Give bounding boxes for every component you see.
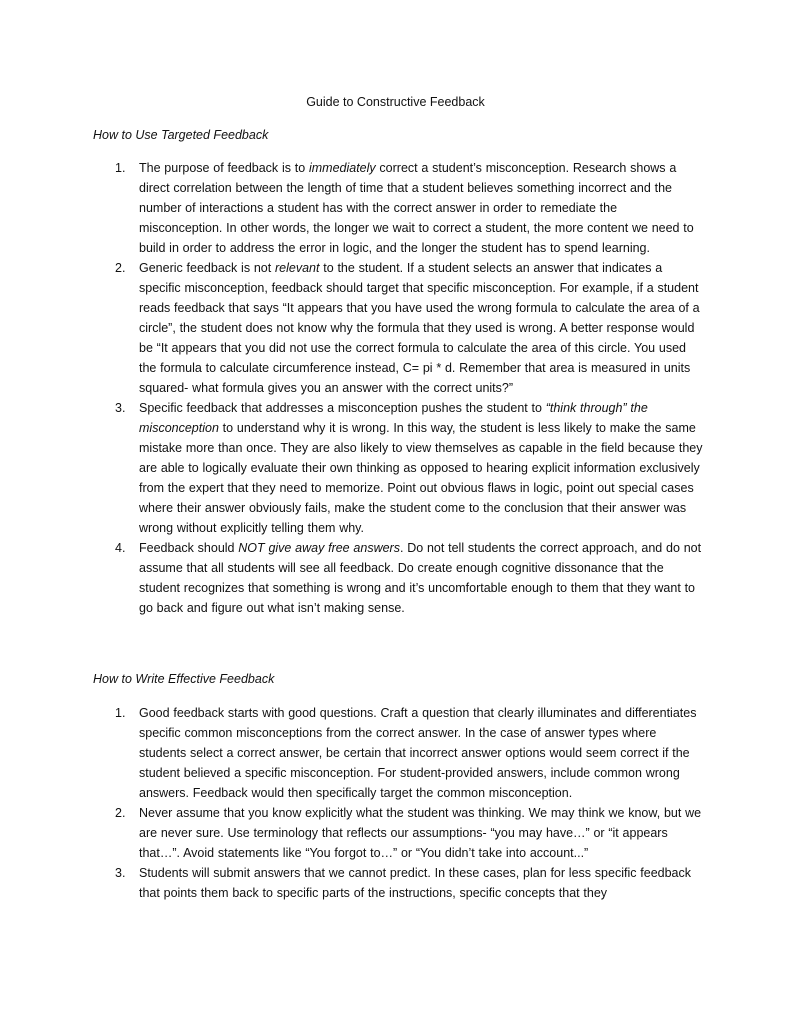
list-item-number: 1. bbox=[115, 161, 126, 175]
item-text: to the student. If a student selects an answer that indicates a specific misconception, feedback should target that specific misconception. For example, if a student reads feedback that says “It appears that you have used the wrong formula to calculate the area of a circle”, the student does not know why the formula that they used is wrong. A better response would be “It appears that you did not use the correct formula to calculate the area of this circle. You used the formula to calculate circumference instead, C= pi * d. Remember that area is measured in units squared- what formula gives you an answer with the correct units?” bbox=[139, 261, 700, 395]
emphasis-text: immediately bbox=[308, 161, 376, 175]
item-text: Generic feedback is not bbox=[139, 261, 275, 275]
list-item-number: 2. bbox=[115, 261, 126, 275]
section-heading-targeted-feedback: How to Use Targeted Feedback bbox=[93, 128, 269, 142]
list-item bbox=[93, 803, 703, 863]
item-text: Never assume that you know explicitly what the student was thinking. We may think we know, but we are never sure. Use terminology that reflects our assumptions- “you may have…” or “it appears that…”. Avoid statements like “You forgot to…” or “You didn’t take into account...” bbox=[139, 806, 702, 860]
effective-feedback-list bbox=[93, 703, 703, 903]
item-text: . Do not tell students the correct approach, and do not assume that all students will see all feedback. Do create enough cognitive dissonance that the student recognizes that something is wrong and it’s uncomfortable enough to them that they want to go back and figure out what isn’t making sense. bbox=[139, 541, 702, 615]
emphasis-text: “think through” the misconception bbox=[139, 401, 648, 435]
emphasis-text: NOT give away free answers bbox=[238, 541, 400, 555]
item-text: Good feedback starts with good questions. Craft a question that clearly illuminates and differentiates specific common misconceptions from the correct answer. In the case of answer types where students select a correct answer, be certain that incorrect answer options would seem correct if the student believed a specific misconception. For student-provided answers, include common wrong answers. Feedback would then specifically target the common misconception. bbox=[139, 706, 697, 800]
targeted-feedback-list bbox=[93, 158, 703, 618]
list-item-number: 3. bbox=[115, 401, 126, 415]
item-text: Specific feedback that addresses a misconception pushes the student to bbox=[139, 401, 546, 415]
item-text: Feedback should bbox=[139, 541, 239, 555]
list-item bbox=[93, 863, 703, 903]
emphasis-text: relevant bbox=[275, 261, 320, 275]
page-title: Guide to Constructive Feedback bbox=[306, 95, 485, 109]
list-item bbox=[93, 398, 703, 538]
list-item bbox=[93, 258, 703, 398]
list-item bbox=[93, 538, 703, 618]
item-text: correct a student’s misconception. Research shows a direct correlation between the length of time that a student believes something incorrect and the number of interactions a student has with the correct answer in order to remediate the misconception. In other words, the longer we wait to correct a student, the more content we need to build in order to address the error in logic, and the longer the student has to spend learning. bbox=[139, 161, 694, 255]
list-item bbox=[93, 158, 703, 258]
list-item-number: 3. bbox=[115, 866, 126, 880]
item-text: to understand why it is wrong. In this way, the student is less likely to make the same mistake more than once. They are also likely to view themselves as capable in the field because they are able to logically evaluate their own thinking as opposed to hearing explicit information exclusively from the expert that they need to memorize. Point out obvious flaws in logic, point out special cases where their answer obviously fails, make the student come to the conclusion that their answer was wrong without explicitly telling them why. bbox=[139, 421, 703, 535]
list-item-number: 2. bbox=[115, 806, 126, 820]
section-heading-effective-feedback: How to Write Effective Feedback bbox=[93, 672, 275, 686]
list-item-number: 1. bbox=[115, 706, 126, 720]
item-text: Students will submit answers that we cannot predict. In these cases, plan for less specific feedback that points them back to specific parts of the instructions, specific concepts that they bbox=[139, 866, 691, 900]
item-text: The purpose of feedback is to bbox=[139, 161, 309, 175]
list-item-number: 4. bbox=[115, 541, 126, 555]
list-item bbox=[93, 703, 703, 803]
